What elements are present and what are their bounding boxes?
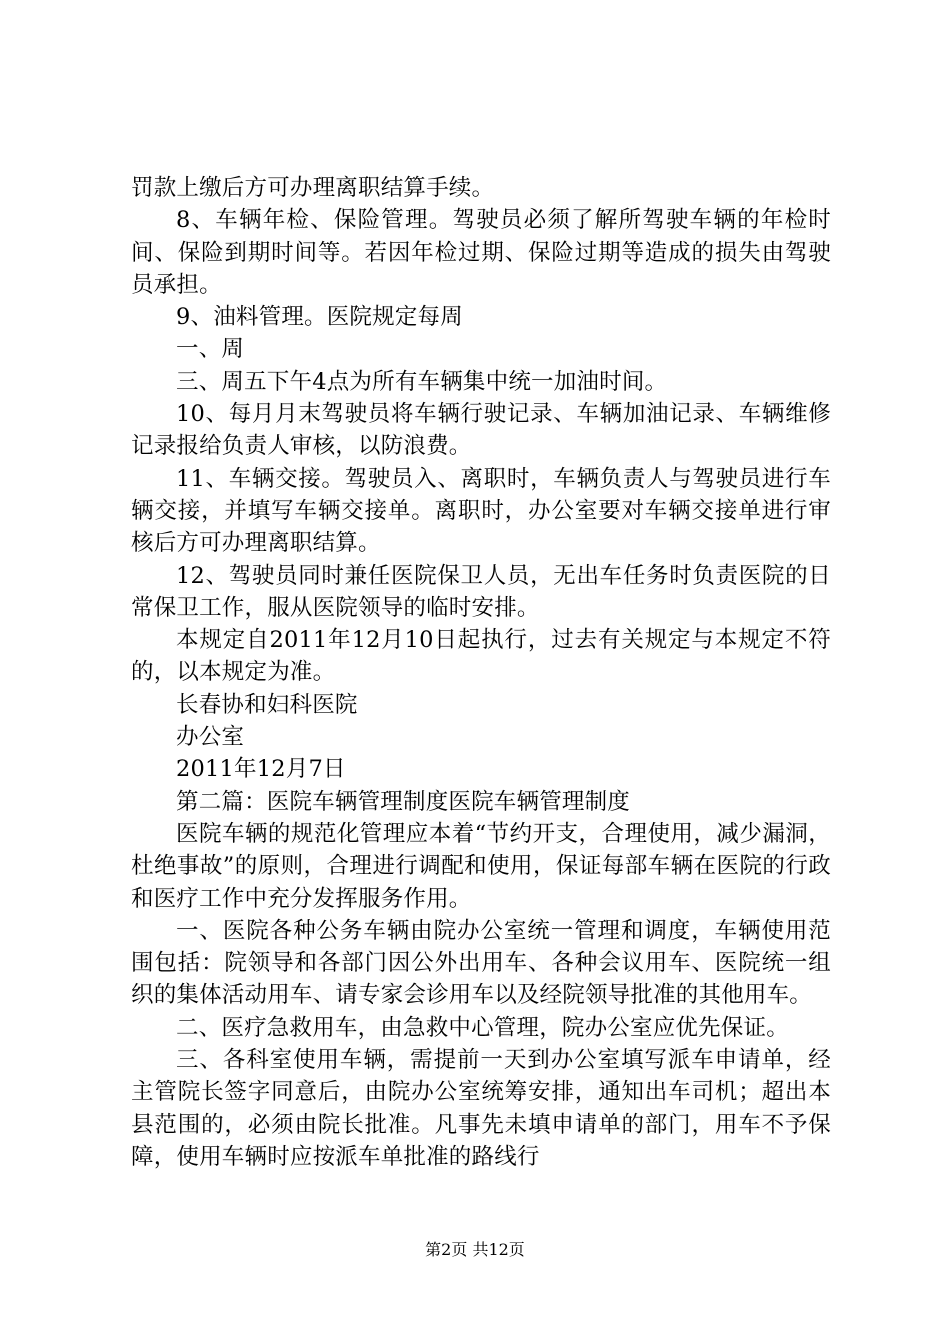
- signature-organization: 长春协和妇科医院: [176, 691, 358, 718]
- paragraph-1: 罚款上缴后方可办理离职结算手续。: [131, 175, 495, 201]
- document-body: [131, 172, 831, 1173]
- paragraph-14: 医院车辆的规范化管理应本着“节约开支，合理使用，减少漏洞，杜绝事故”的原则，合理进行调配和使用，保证每部车辆在医院的行政和医疗工作中充分发挥服务作用。: [131, 820, 831, 912]
- paragraph-5: 三、周五下午4点为所有车辆集中统一加油时间。: [176, 368, 668, 395]
- paragraph-7: 11、车辆交接。驾驶员入、离职时，车辆负责人与驾驶员进行车辆交接，并填写车辆交接单。离职时，办公室要对车辆交接单进行审核后方可办理离职结算。: [131, 465, 831, 557]
- paragraph-9: 本规定自2011年12月10日起执行，过去有关规定与本规定不符的，以本规定为准。: [131, 627, 831, 686]
- section-heading: 第二篇：医院车辆管理制度医院车辆管理制度: [176, 788, 631, 815]
- paragraph-17: 三、各科室使用车辆，需提前一天到办公室填写派车申请单，经主管院长签字同意后，由院办公室统筹安排，通知出车司机；超出本县范围的，必须由院长批准。凡事先未填申请单的部门，用车不予保障，使用车辆时应按派车单批准的路线行: [131, 1047, 831, 1170]
- paragraph-15: 一、医院各种公务车辆由院办公室统一管理和调度，车辆使用范围包括：院领导和各部门因公外出用车、各种会议用车、医院统一组织的集体活动用车、请专家会诊用车以及经院领导批准的其他用车。: [131, 917, 831, 1009]
- paragraph-16: 二、医疗急救用车，由急救中心管理，院办公室应优先保证。: [176, 1014, 789, 1041]
- signature-date: 2011年12月7日: [176, 756, 346, 783]
- paragraph-4: 一、周: [176, 336, 245, 363]
- paragraph-6: 10、每月月末驾驶员将车辆行驶记录、车辆加油记录、车辆维修记录报给负责人审核，以防浪费。: [131, 401, 831, 460]
- signature-department: 办公室: [176, 724, 245, 751]
- paragraph-2: 8、车辆年检、保险管理。驾驶员必须了解所驾驶车辆的年检时间、保险到期时间等。若因年检过期、保险过期等造成的损失由驾驶员承担。: [131, 207, 831, 298]
- paragraph-3: 9、油料管理。医院规定每周: [176, 304, 463, 331]
- page-number-footer: 第2页 共12页: [425, 1240, 525, 1259]
- paragraph-8: 12、驾驶员同时兼任医院保卫人员，无出车任务时负责医院的日常保卫工作，服从医院领导的临时安排。: [131, 562, 831, 621]
